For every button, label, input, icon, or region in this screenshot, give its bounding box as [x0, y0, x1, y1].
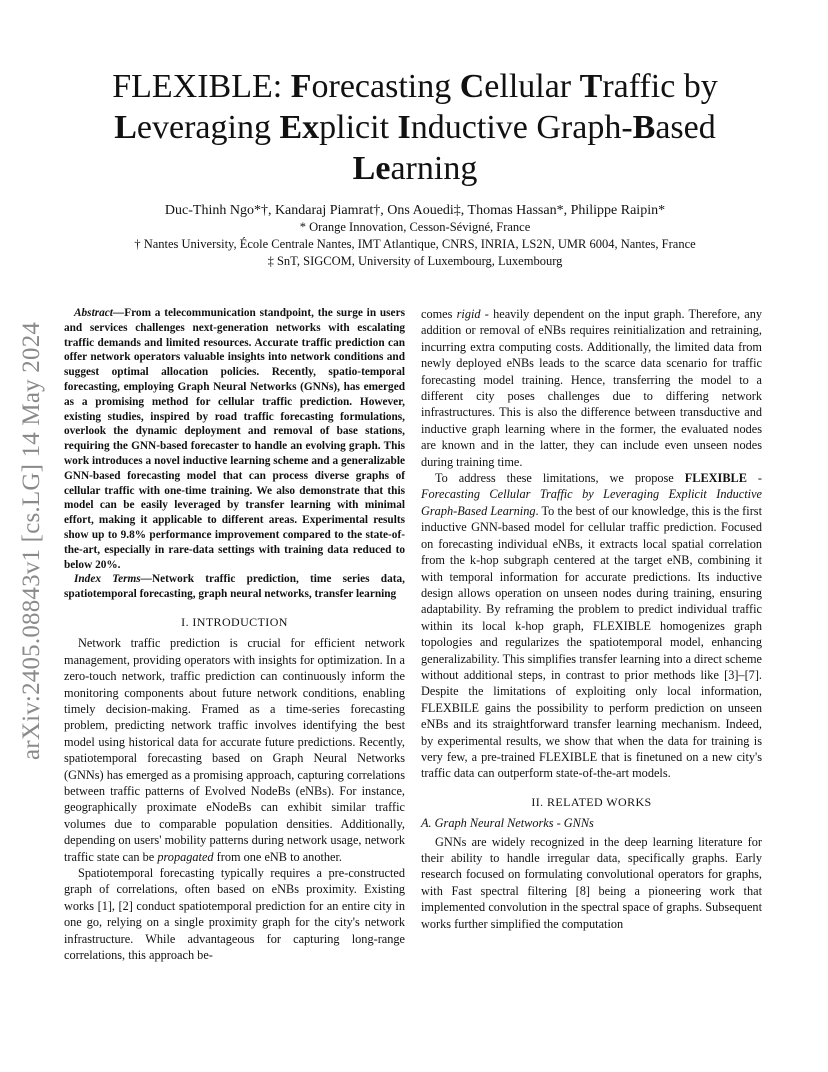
affiliations	[95, 219, 735, 270]
abstract	[64, 306, 405, 572]
section-heading-introduction: I. INTRODUCTION	[181, 614, 288, 629]
arxiv-stamp: arXiv:2405.08843v1 [cs.LG] 14 May 2024	[18, 321, 45, 760]
right-column	[421, 306, 762, 932]
title-line-2: Leveraging Explicit Inductive Graph-Based	[114, 109, 716, 146]
intro-paragraph-3: comes rigid - heavily dependent on the input graph. Therefore, any addition or removal of eNBs requires reinitialization and retraining, incurring extra computing costs. Additionally, the limited data from newly deployed eNBs leads to the scarce data scenario for traffic forecasting model training. Hence, transferring the model to a different city poses challenges due to differing network infrastructures. This is also the difference between transductive and inductive graph learning where in the former, the evaluated nodes are known and in the latter, they can include even unseen nodes during training time.	[421, 307, 763, 469]
affiliation-orange: * Orange Innovation, Cesson-Sévigné, France	[299, 220, 531, 234]
left-column	[64, 306, 405, 963]
affiliation-luxembourg: ‡ SnT, SIGCOM, University of Luxembourg, Luxembourg	[267, 254, 563, 268]
index-terms-text: Network traffic prediction, time series data, spatiotemporal forecasting, graph neural networks, transfer learning	[64, 573, 405, 601]
title-line-3: Learning	[352, 150, 478, 187]
abstract-text: From a telecommunication standpoint, the surge in users and services challenges next-generation networks with escalating traffic demands and limited resources. Accurate traffic prediction can offer network operators valuable insights into network conditions and suggest optimal allocation policies. Recently, spatio-temporal forecasting, employing Graph Neural Networks (GNNs), has emerged as a promising method for cellular traffic prediction. However, existing studies, inspired by road traffic forecasting formulations, overlook the dynamic deployment and removal of base stations, requiring the GNN-based forecaster to handle an evolving graph. This work introduces a novel inductive learning scheme and a generalizable GNN-based forecasting model that can process diverse graphs of cellular traffic with one-time training. We also demonstrate that this model can be easily leveraged by transfer learning with minimal effort, making it applicable to different areas. Experimental results show up to 9.8% performance improvement compared to the state-of-the-art, especially in rare-data settings with training data reduced to below 20%.	[64, 307, 405, 571]
intro-paragraph-2: Spatiotemporal forecasting typically requires a pre-constructed graph of correlations, often based on eNBs proximity. Existing works [1], [2] conduct spatiotemporal prediction for an entire city in one go, relying on a single proximity graph for the city's network infrastructure. While advantageous for capturing long-range correlations, this approach be-	[64, 866, 405, 963]
affiliation-nantes: † Nantes University, École Centrale Nantes, IMT Atlantique, CNRS, INRIA, LS2N, UMR 6004, Nantes, France	[134, 237, 696, 251]
index-terms	[64, 572, 405, 602]
subsection-heading-gnns: A. Graph Neural Networks - GNNs	[421, 816, 594, 831]
related-paragraph-1: GNNs are widely recognized in the deep learning literature for their ability to handle irregular data, specifically graphs. Early research focused on formulating convolutional operators for graphs, with Fast spectral filtering [8] being a pioneering work that implemented convolution in the spectral space of graphs. Subsequent works further simplified the computation	[421, 834, 762, 931]
intro-paragraph-4: To address these limitations, we propose FLEXIBLE - Forecasting Cellular Traffic by Leveraging Explicit Inductive Graph-Based Learning. To the best of our knowledge, this is the first inductive GNN-based model for cellular traffic prediction. Focused on forecasting individual eNBs, it extracts local spatial correlation from the k-hop subgraph centered at the target eNB, combining it with temporal information for accurate predictions. Its inductive design allows operation on unseen nodes during training, ensuring adaptability. By reframing the problem to predict individual traffic within its local k-hop graph, FLEXIBLE homogenizes graph topologies and regularizes the spatiotemporal model, enhancing generalizability. This simplifies transfer learning into a direct scheme without additional steps, in contrast to prior methods like [3]–[7]. Despite the limitations of exploiting only local information, FLEXBILE gains the possibility to perform prediction on unseen eNBs and its straightforward transfer learning mechanism. Indeed, by experimental results, we show that when the data for training is very few, a pre-trained FLEXIBLE that is finetuned on a new city's traffic data can outperform state-of-the-art models.	[421, 471, 763, 781]
paper-title	[95, 66, 735, 189]
abstract-label: Abstract—	[74, 307, 125, 319]
title-line-1: FLEXIBLE: Forecasting Cellular Traffic by	[112, 68, 718, 105]
intro-paragraph-1: Network traffic prediction is crucial for efficient network management, providing operators with insights for optimization. In a zero-touch network, traffic prediction can continuously inform the monitoring components about future network conditions, enabling timely decision-making. Framed as a time-series forecasting problem, predicting network traffic involves identifying the best model using historical data for accurate future predictions. Recently, spatiotemporal forecasting based on Graph Neural Networks (GNNs) has emerged as a promising approach, capturing correlations between traffic patterns of Evolved NodeBs (eNBs). For instance, geographically proximate eNodeBs can exhibit similar traffic volumes due to comparable population densities. Additionally, depending on users' mobility patterns during network usage, network traffic state can be propagated from one eNB to another.	[64, 636, 405, 864]
index-terms-label: Index Terms—	[74, 573, 152, 586]
section-heading-related-works: II. RELATED WORKS	[531, 794, 652, 809]
authors: Duc-Thinh Ngo*†, Kandaraj Piamrat†, Ons Aouedi‡, Thomas Hassan*, Philippe Raipin*	[164, 203, 666, 218]
